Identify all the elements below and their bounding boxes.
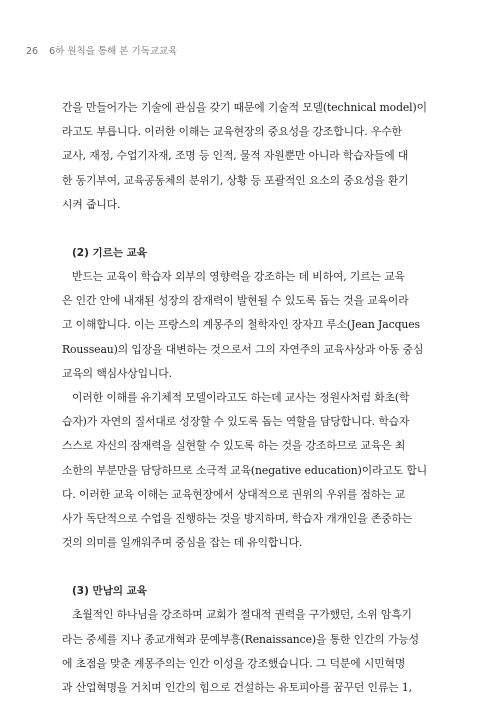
paragraph-encounter-intro: [62, 603, 434, 700]
text-line: 라고도 부릅니다. 이러한 이해는 교육현장의 중요성을 강조합니다. 우수한: [62, 125, 402, 139]
text-line: 은 인간 안에 내재된 성장의 잠재력이 발현될 수 있도록 돕는 것을 교육이라: [62, 294, 409, 308]
text-line: 초월적인 하나님을 강조하며 교회가 절대적 권력을 구가했던, 소위 암흑기: [72, 608, 412, 622]
text-line: 에 초점을 맞춘 계몽주의는 인간 이성을 강조했습니다. 그 덕분에 시민혁명: [62, 656, 406, 670]
page-number: 26: [26, 46, 39, 57]
section-heading-nurturing: (2) 기르는 교육: [72, 247, 147, 260]
running-header: [26, 43, 177, 57]
text-line: 교사, 재정, 수업기자재, 조명 등 인적, 물적 자원뿐만 아니라 학습자들에 대: [62, 149, 409, 163]
text-line: 것의 의미를 일깨워주며 중심을 잡는 데 유익합니다.: [62, 536, 303, 550]
book-title: 6하 원칙을 통해 본 기독교교육: [49, 46, 178, 57]
paragraph-nurturing-intro: [62, 265, 434, 386]
text-line: 과 산업혁명을 거치며 인간의 힘으로 건설하는 유토피아를 꿈꾸던 인류는 1,: [62, 681, 412, 695]
text-line: 라는 중세를 지나 종교개혁과 문예부흥(Renaissance)을 통한 인간의 가능성: [62, 632, 419, 646]
text-line: 이러한 이해를 유기체적 모델이라고도 하는데 교사는 정원사처럼 화초(학: [72, 391, 410, 405]
text-line: 간을 만들어가는 기술에 관심을 갖기 때문에 기술적 모델(technical model)이: [62, 101, 427, 114]
text-line: 습자)가 자연의 질서대로 성장할 수 있도록 돕는 역할을 담당합니다. 학습자: [62, 415, 410, 429]
text-line: 스스로 자신의 잠재력을 실현할 수 있도록 하는 것을 강조하므로 교육은 최: [62, 439, 406, 453]
section-heading-encounter: (3) 만남의 교육: [72, 585, 147, 598]
text-line: 교육의 핵심사상입니다.: [62, 366, 172, 380]
paragraph-technical-model: [62, 96, 434, 217]
text-line: 다. 이러한 교육 이해는 교육현장에서 상대적으로 권위의 우위를 점하는 교: [62, 487, 406, 501]
page-body: [62, 96, 434, 700]
text-line: Rousseau)의 입장을 대변하는 것으로서 그의 자연주의 교육사상과 아동 중심: [62, 342, 424, 356]
text-line: 반드는 교육이 학습자 외부의 영향력을 강조하는 데 비하여, 기르는 교육: [72, 270, 405, 284]
paragraph-organic-model: [62, 386, 434, 555]
text-line: 고 이해합니다. 이는 프랑스의 계몽주의 철학자인 장자끄 루소(Jean Jacques: [62, 318, 420, 332]
text-line: 사가 독단적으로 수업을 진행하는 것을 방지하며, 학습자 개개인을 존중하는: [62, 512, 413, 526]
text-line: 소한의 부분만을 담당하므로 소극적 교육(negative education)이라고도 합니: [62, 463, 428, 477]
text-line: 한 동기부여, 교육공동체의 분위기, 상황 등 포괄적인 요소의 중요성을 환기: [62, 173, 409, 187]
text-line: 시켜 줍니다.: [62, 197, 121, 211]
